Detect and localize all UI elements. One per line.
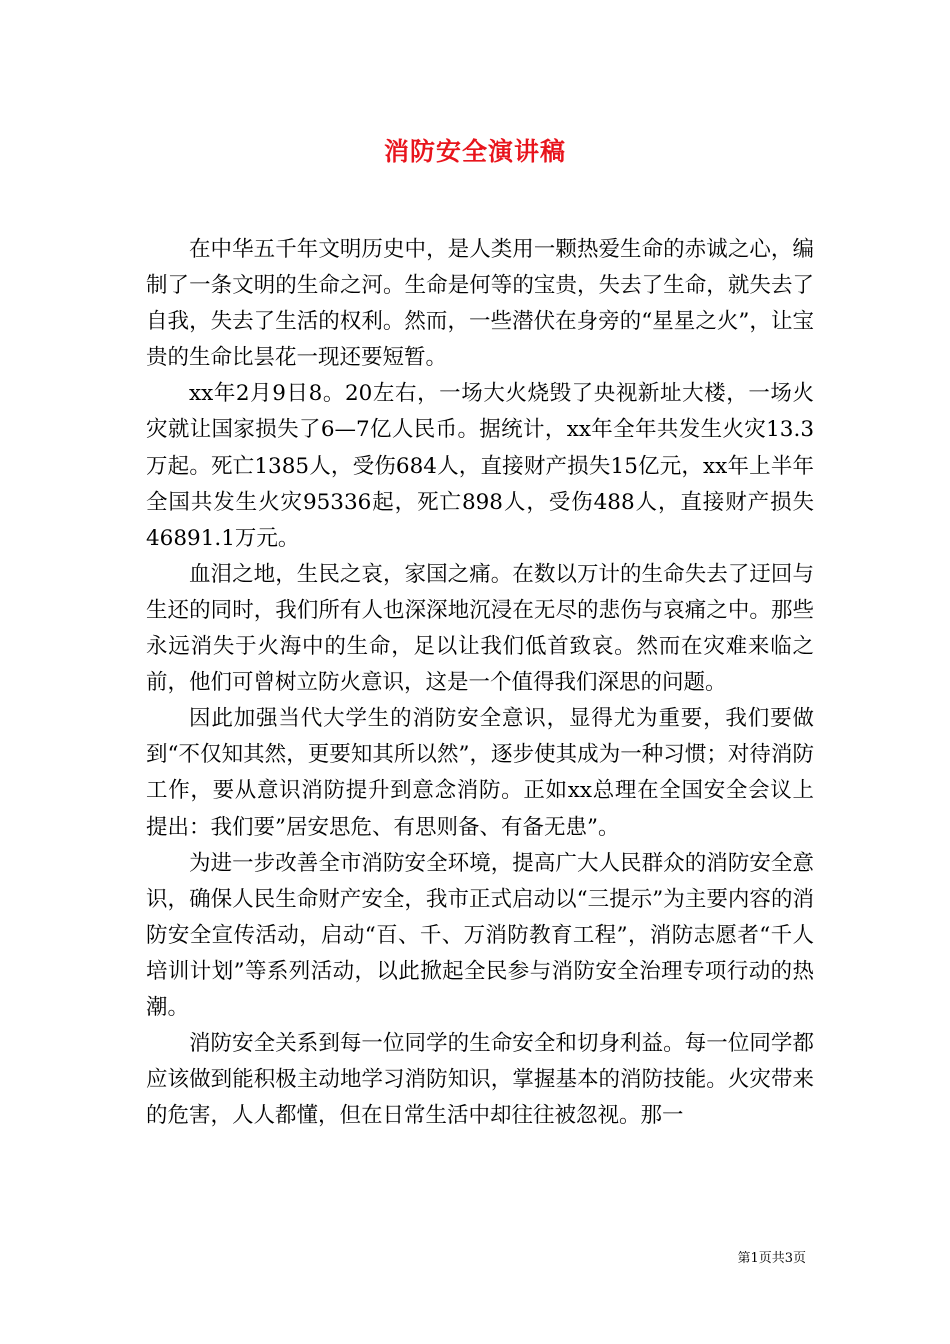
- paragraph: 血泪之地，生民之哀，家国之痛。在数以万计的生命失去了迂回与生还的同时，我们所有人也深深地沉浸在无尽的悲伤与哀痛之中。那些永远消失于火海中的生命，足以让我们低首致哀。然而在灾难来临之前，他们可曾树立防火意识，这是一个值得我们深思的问题。: [146, 561, 814, 696]
- paragraph: 消防安全关系到每一位同学的生命安全和切身利益。每一位同学都应该做到能积极主动地学习消防知识，掌握基本的消防技能。火灾带来的危害，人人都懂，但在日常生活中却往往被忽视。那一: [146, 1031, 814, 1129]
- paragraph: xx年2月9日8。20左右，一场大火烧毁了央视新址大楼，一场火灾就让国家损失了6—7亿人民币。据统计，xx年全年共发生火灾13.3万起。死亡1385人，受伤684人，直接财产损失15亿元，xx年上半年全国共发生火灾95336起，死亡898人，受伤488人，直接财产损失46891.1万元。: [146, 381, 814, 551]
- paragraph: 在中华五千年文明历史中，是人类用一颗热爱生命的赤诚之心，编制了一条文明的生命之河。生命是何等的宝贵，失去了生命，就失去了自我，失去了生活的权利。然而，一些潜伏在身旁的“星星之火”，让宝贵的生命比昙花一现还要短暂。: [146, 237, 814, 371]
- paragraph: 因此加强当代大学生的消防安全意识，显得尤为重要，我们要做到“不仅知其然，更要知其所以然”，逐步使其成为一种习惯；对待消防工作，要从意识消防提升到意念消防。正如xx总理在全国安全会议上提出：我们要”居安思危、有思则备、有备无患”。: [146, 706, 814, 840]
- paragraph: 为进一步改善全市消防安全环境，提高广大人民群众的消防安全意识，确保人民生命财产安全，我市正式启动以“三提示”为主要内容的消防安全宣传活动，启动“百、千、万消防教育工程”，消防志愿者“千人培训计划”等系列活动，以此掀起全民参与消防安全治理专项行动的热潮。: [146, 850, 814, 1020]
- page-number: 第1页共3页: [737, 1251, 806, 1266]
- document-body: [146, 232, 814, 1134]
- page-title: 消防安全演讲稿: [383, 137, 566, 166]
